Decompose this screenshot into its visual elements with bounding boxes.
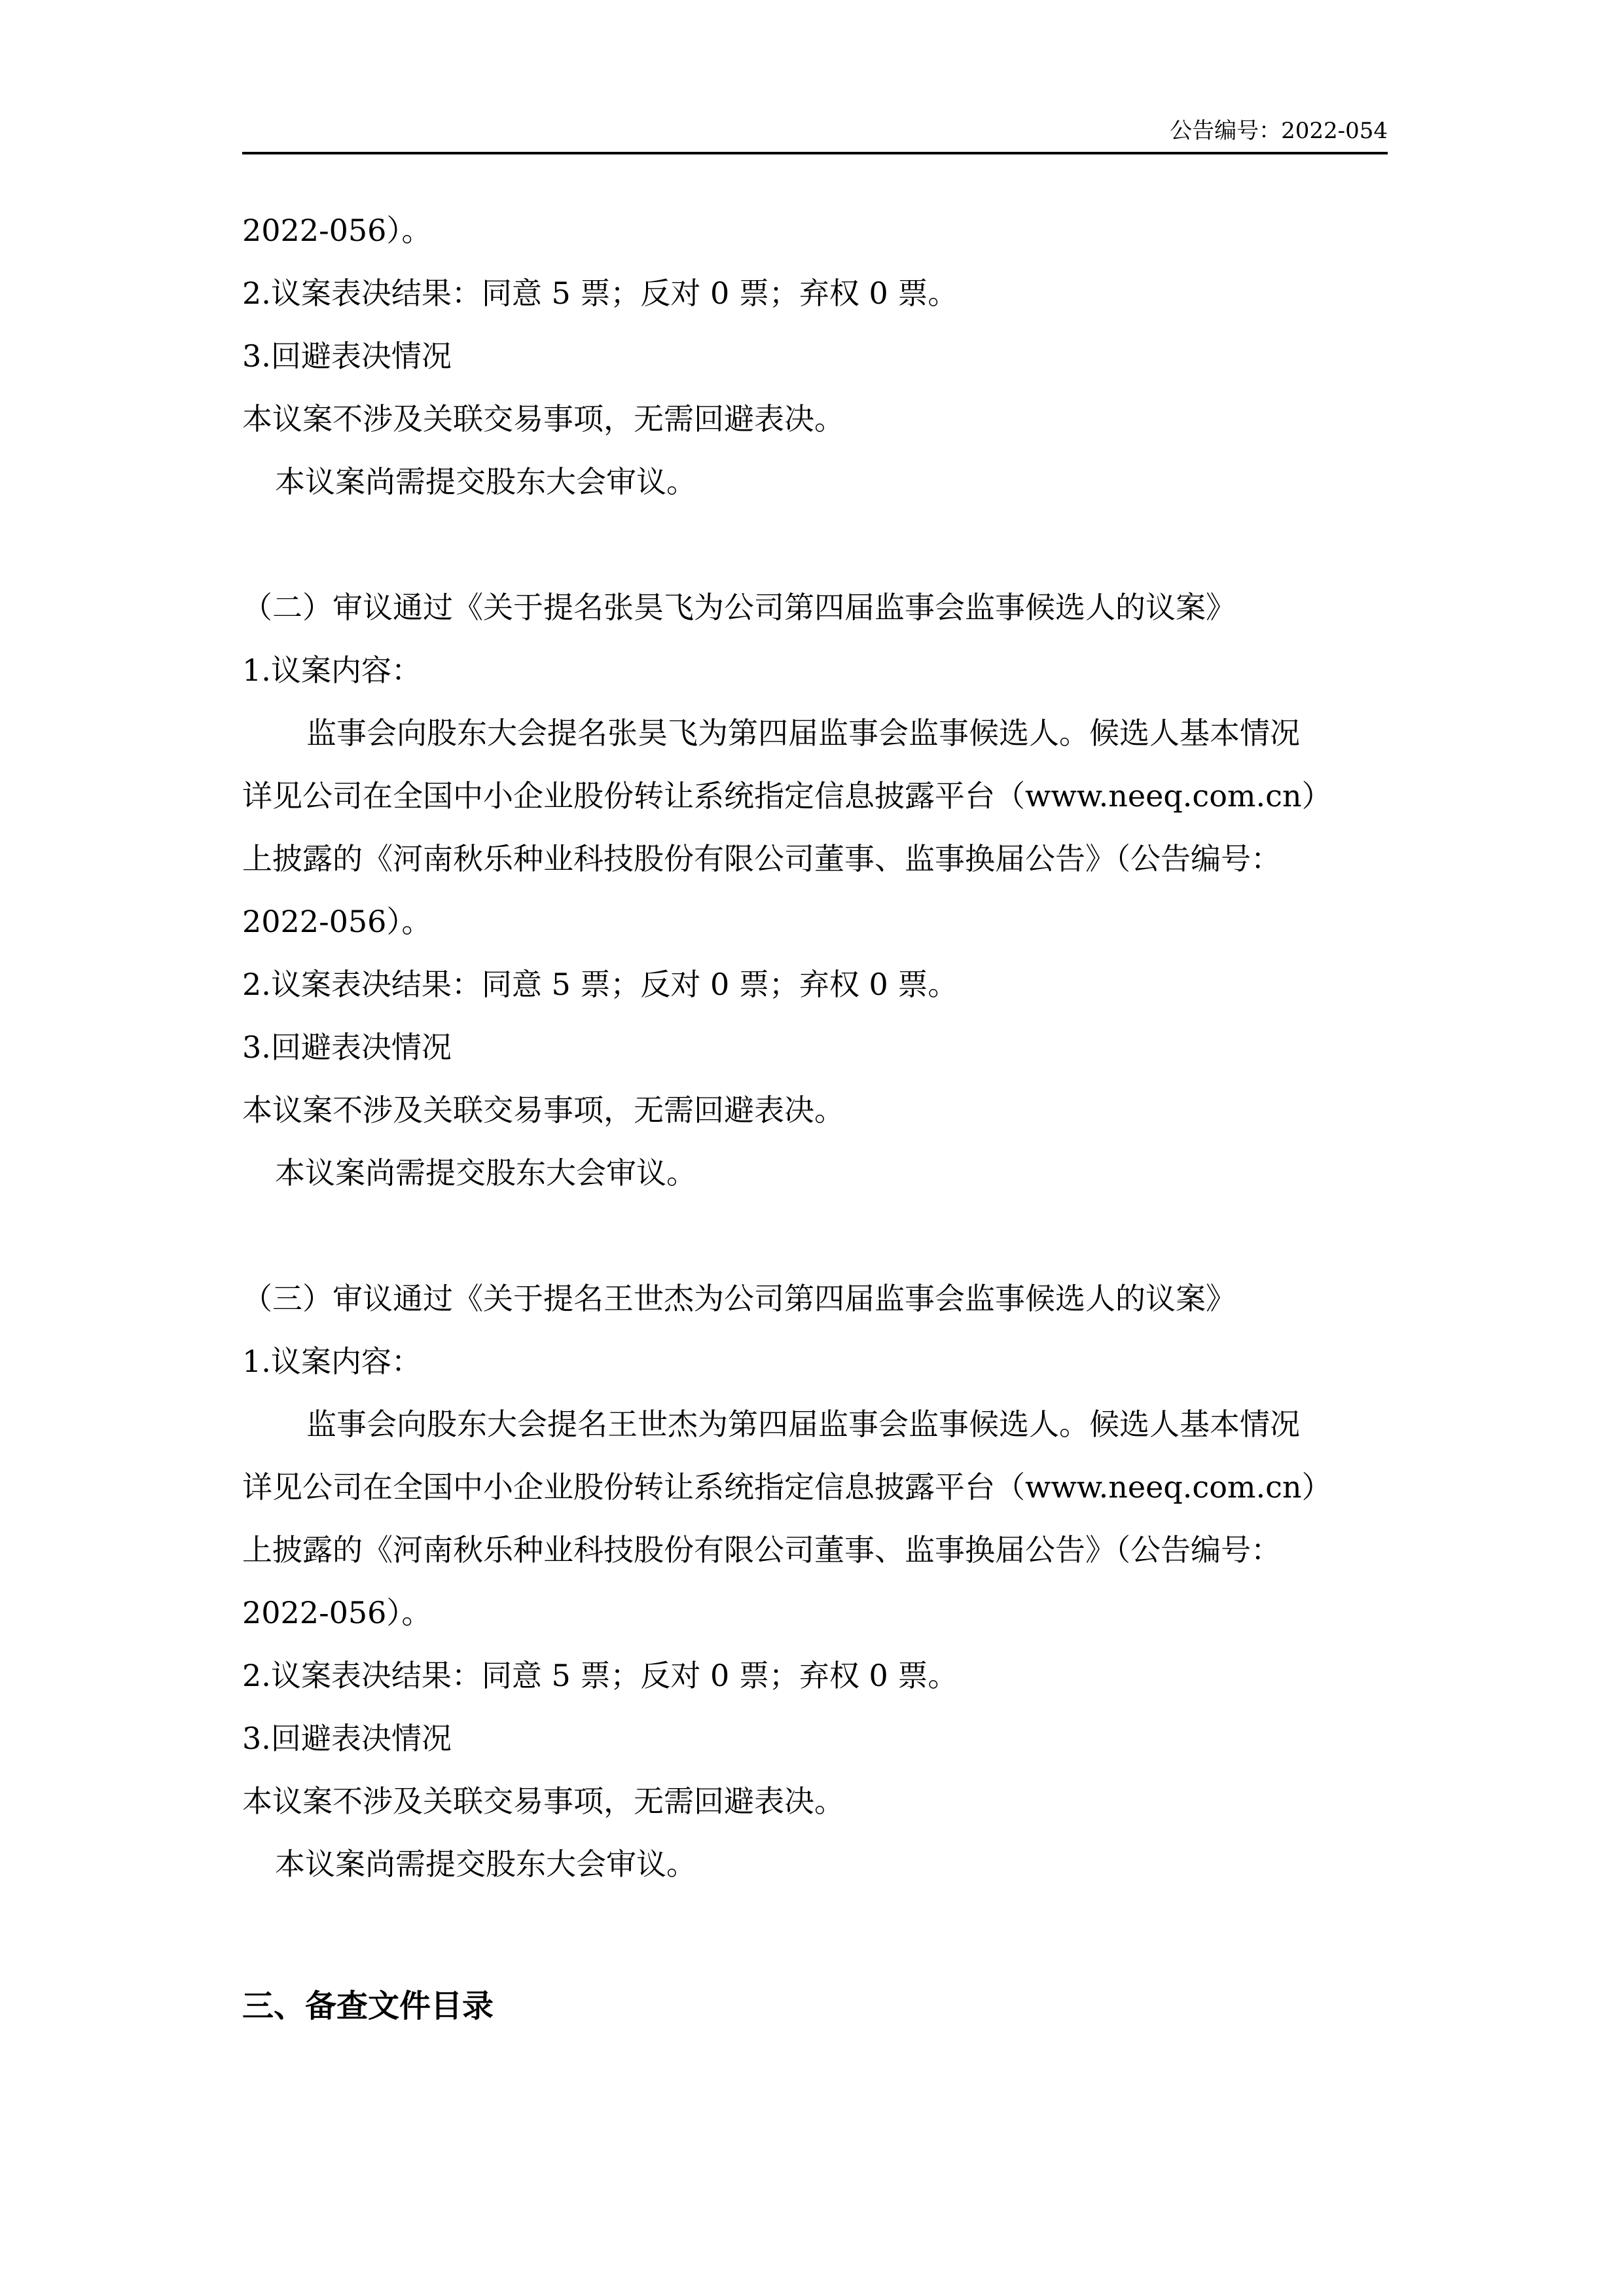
recusal-heading: 3.回避表决情况 [242, 1721, 452, 1756]
section-heading: 三、备查文件目录 [242, 1988, 494, 2024]
submit-note: 本议案尚需提交股东大会审议。 [275, 1846, 696, 1882]
announcement-number: 公告编号：2022-054 [1170, 118, 1388, 144]
submit-note: 本议案尚需提交股东大会审议。 [275, 464, 696, 499]
content-line: 监事会向股东大会提名王世杰为第四届监事会监事候选人。候选人基本情况 [306, 1407, 1300, 1442]
vote-result: 2.议案表决结果：同意 5 票；反对 0 票；弃权 0 票。 [242, 967, 958, 1002]
recusal-text: 本议案不涉及关联交易事项，无需回避表决。 [242, 401, 844, 437]
content-line: 详见公司在全国中小企业股份转让系统指定信息披露平台（www.neeq.com.cn） [242, 1469, 1332, 1505]
continuation-text: 2022-056）。 [242, 213, 432, 248]
recusal-heading: 3.回避表决情况 [242, 338, 452, 374]
recusal-heading: 3.回避表决情况 [242, 1030, 452, 1065]
content-line: 上披露的《河南秋乐种业科技股份有限公司董事、监事换届公告》（公告编号： [242, 1532, 1281, 1568]
submit-note: 本议案尚需提交股东大会审议。 [275, 1155, 696, 1191]
vote-result: 2.议案表决结果：同意 5 票；反对 0 票；弃权 0 票。 [242, 276, 958, 311]
content-line: 2022-056）。 [242, 1595, 432, 1630]
content-line: 详见公司在全国中小企业股份转让系统指定信息披露平台（www.neeq.com.cn） [242, 778, 1332, 814]
content-line: 2022-056）。 [242, 904, 432, 939]
content-line: 上披露的《河南秋乐种业科技股份有限公司董事、监事换届公告》（公告编号： [242, 841, 1281, 876]
content-heading: 1.议案内容： [242, 653, 422, 688]
vote-result: 2.议案表决结果：同意 5 票；反对 0 票；弃权 0 票。 [242, 1658, 958, 1693]
recusal-text: 本议案不涉及关联交易事项，无需回避表决。 [242, 1784, 844, 1819]
content-heading: 1.议案内容： [242, 1344, 422, 1379]
motion-title: （三）审议通过《关于提名王世杰为公司第四届监事会监事候选人的议案》 [242, 1281, 1236, 1316]
recusal-text: 本议案不涉及关联交易事项，无需回避表决。 [242, 1092, 844, 1128]
motion-title: （二）审议通过《关于提名张昊飞为公司第四届监事会监事候选人的议案》 [242, 590, 1236, 625]
content-line: 监事会向股东大会提名张昊飞为第四届监事会监事候选人。候选人基本情况 [306, 715, 1300, 751]
page-header [242, 111, 1388, 154]
